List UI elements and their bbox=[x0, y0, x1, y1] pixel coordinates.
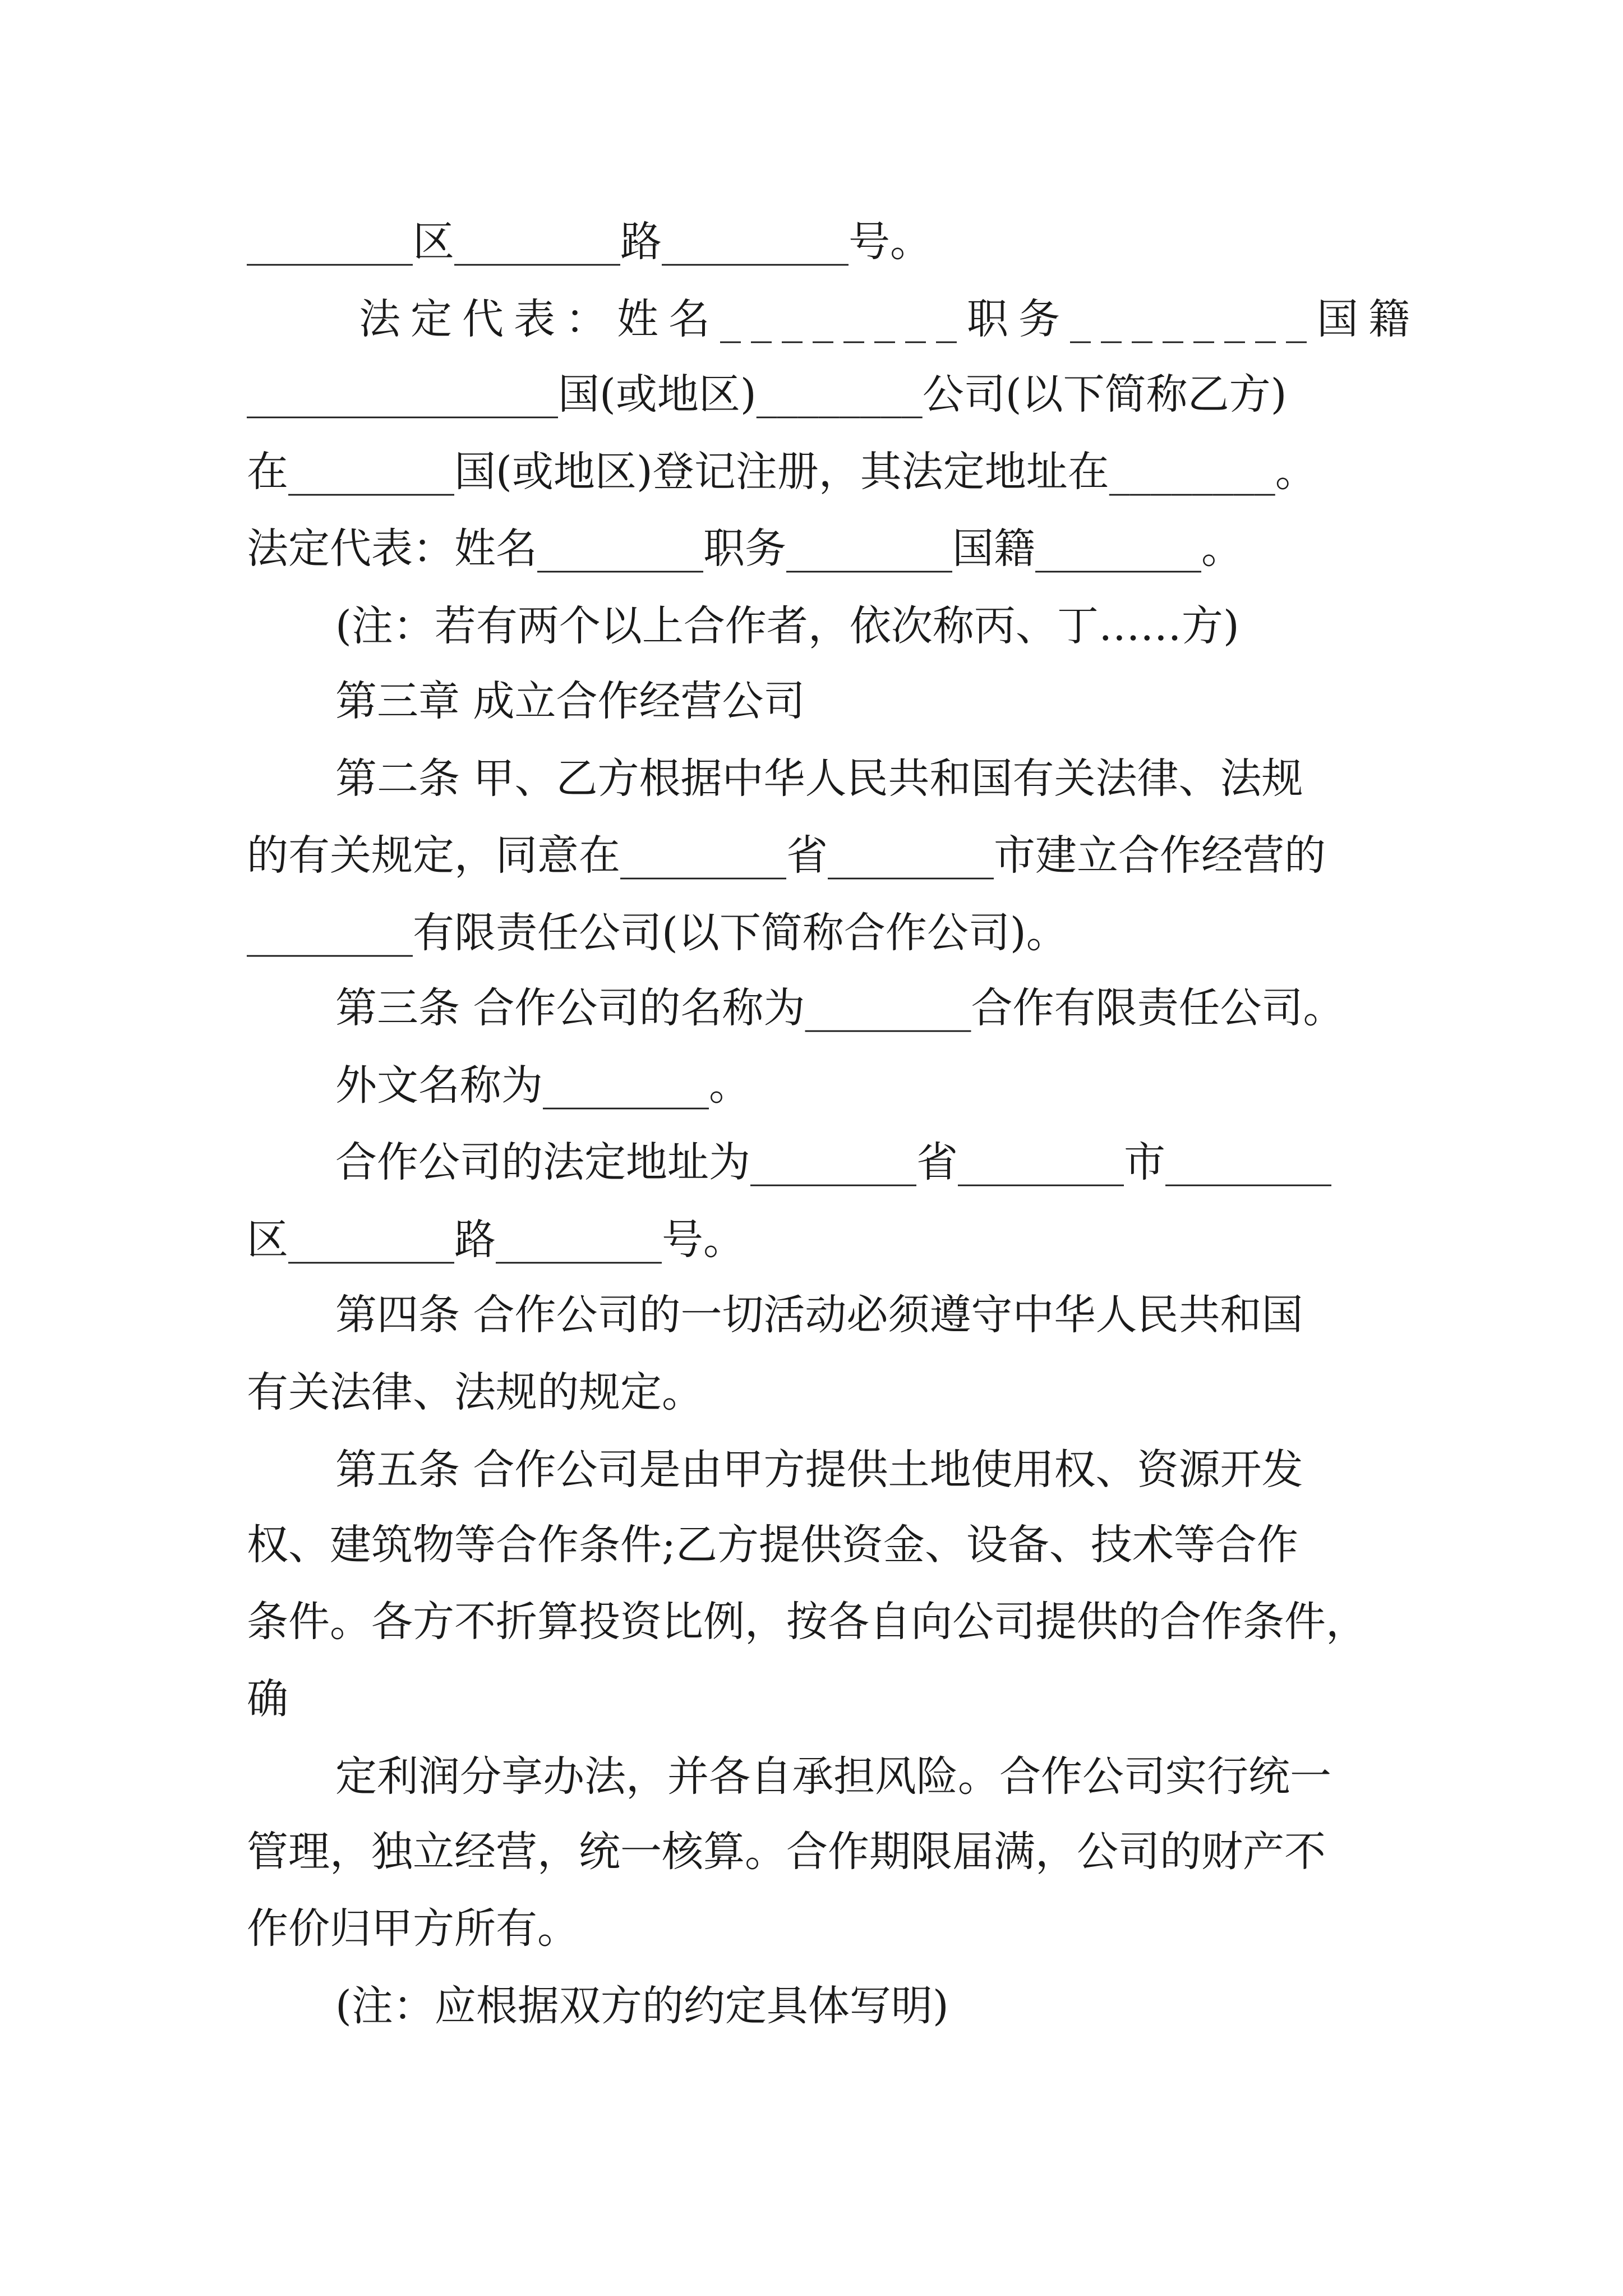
text-line: 定利润分享办法，并各自承担风险。合作公司实行统一 bbox=[335, 1752, 1331, 1801]
text-line: (注：应根据双方的约定具体写明) bbox=[335, 1982, 949, 2030]
text-line: 第五条 合作公司是由甲方提供土地使用权、资源开发 bbox=[335, 1446, 1303, 1494]
text-line: 外文名称为________。 bbox=[335, 1061, 750, 1110]
text-line: 区________路________号。 bbox=[247, 1216, 745, 1264]
text-line: 法定代表：姓名________职务________国籍 bbox=[359, 295, 1420, 343]
text-line: 第三条 合作公司的名称为________合作有限责任公司。 bbox=[335, 984, 1345, 1032]
text-line: _______________国(或地区)________公司(以下简称乙方) bbox=[247, 370, 1287, 418]
text-line: 法定代表：姓名________职务________国籍________。 bbox=[247, 524, 1243, 573]
text-line: 权、建筑物等合作条件;乙方提供资金、设备、技术等合作 bbox=[247, 1521, 1298, 1569]
text-line: 的有关规定，同意在________省________市建立合作经营的 bbox=[247, 831, 1326, 880]
text-line: 确 bbox=[247, 1675, 288, 1723]
text-line: 第四条 合作公司的一切活动必须遵守中华人民共和国 bbox=[335, 1291, 1303, 1339]
text-line: 第二条 甲、乙方根据中华人民共和国有关法律、法规 bbox=[335, 754, 1303, 803]
text-line: 合作公司的法定地址为________省________市________ bbox=[335, 1138, 1331, 1186]
chapter-heading: 第三章 成立合作经营公司 bbox=[335, 677, 805, 725]
text-line: 在________国(或地区)登记注册，其法定地址在________。 bbox=[247, 448, 1317, 496]
text-line: (注：若有两个以上合作者，依次称丙、丁……方) bbox=[335, 602, 1239, 650]
text-line: 管理，独立经营，统一核算。合作期限届满，公司的财产不 bbox=[247, 1828, 1326, 1876]
text-line: ________区________路_________号。 bbox=[247, 218, 932, 266]
text-line: 作价归甲方所有。 bbox=[247, 1904, 579, 1953]
text-line: ________有限责任公司(以下简称合作公司)。 bbox=[247, 909, 1068, 957]
text-line: 有关法律、法规的规定。 bbox=[247, 1368, 703, 1416]
text-line: 条件。各方不折算投资比例，按各自向公司提供的合作条件， bbox=[247, 1598, 1367, 1646]
